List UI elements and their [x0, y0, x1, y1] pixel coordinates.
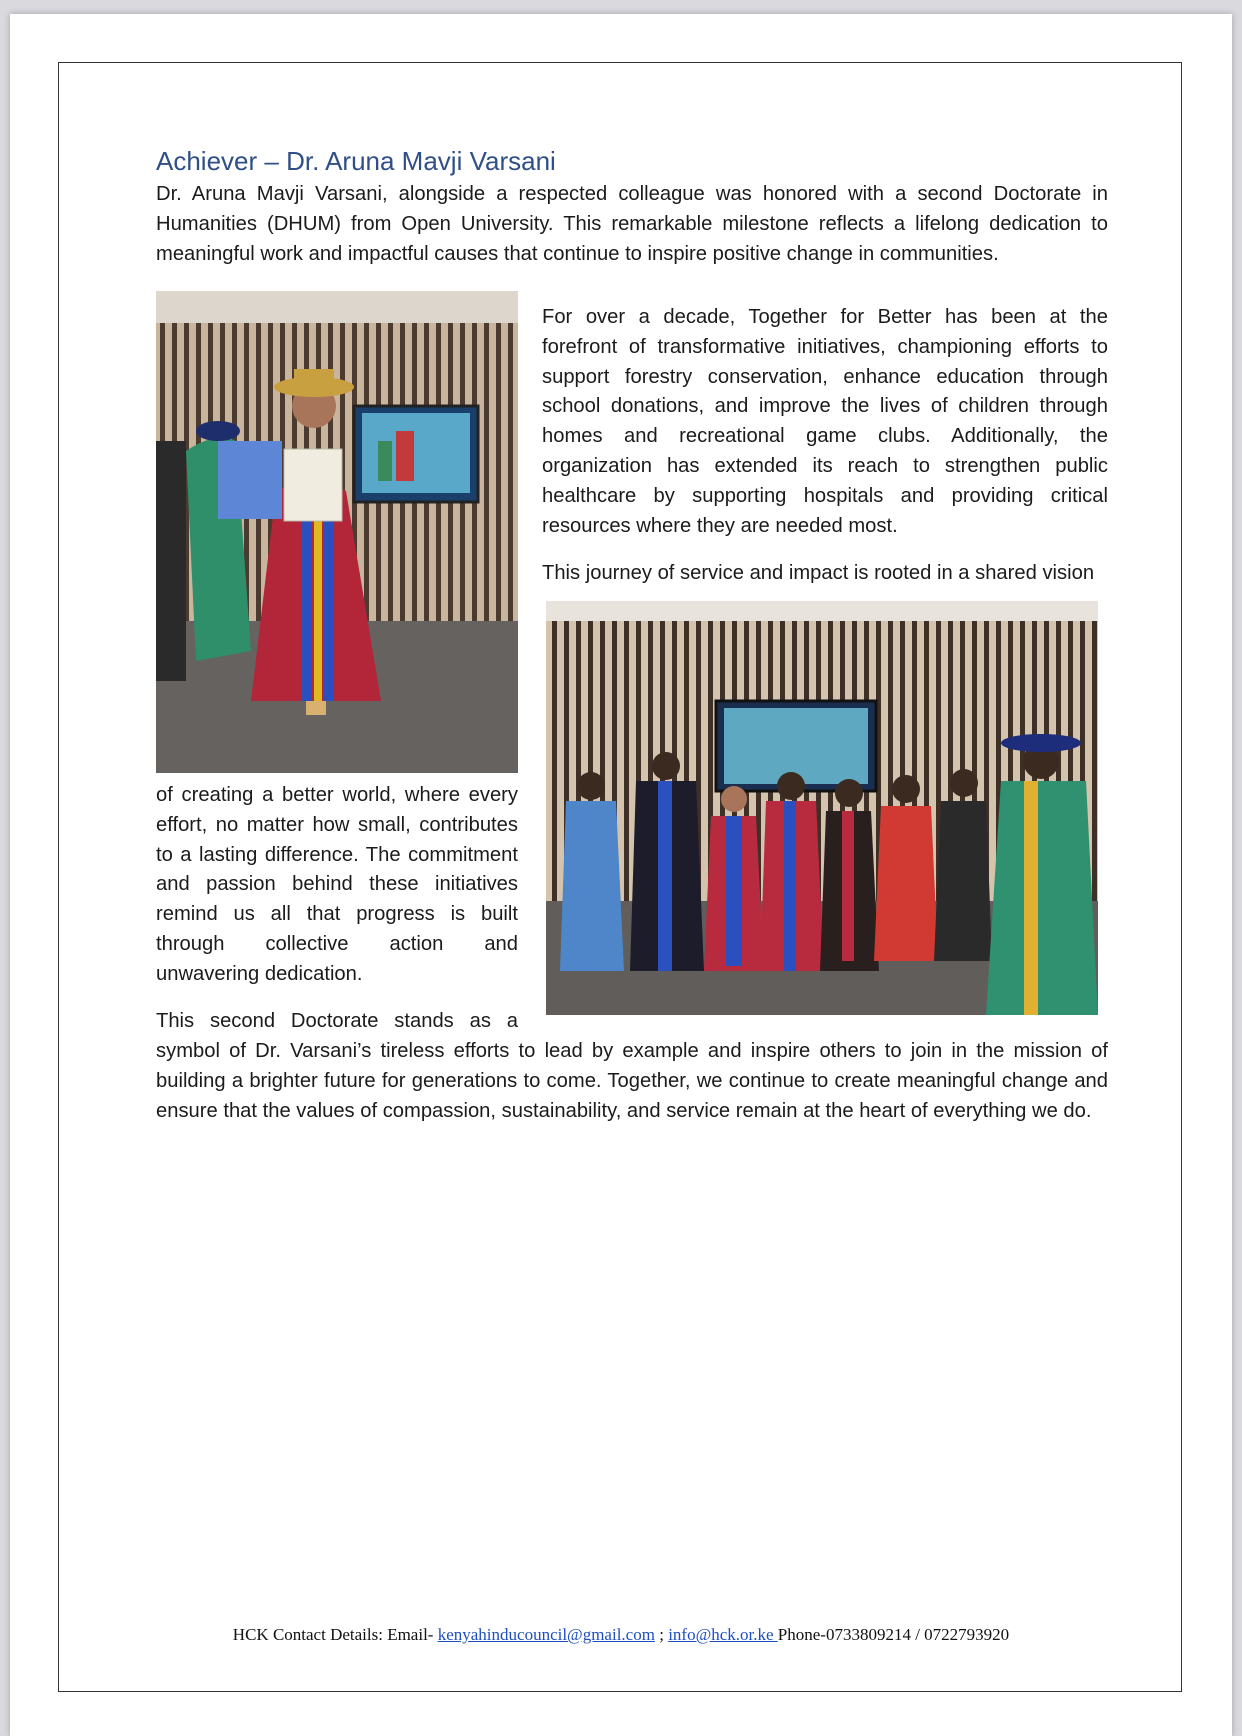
- footer-separator: ;: [654, 1625, 669, 1644]
- email-link-hck-info[interactable]: info@hck.or.ke: [668, 1625, 778, 1644]
- footer-phone: Phone-0733809214 / 0722793920: [777, 1625, 1010, 1644]
- document-page: [10, 14, 1232, 1736]
- group-graduates-photo: [546, 601, 1098, 1015]
- para-vision-continued: of creating a better world, where every effort, no matter how small, contributes to a lasting difference. The commitment and passion behind these initiatives remind us all that progress is built through collective action and unwavering dedication.: [156, 784, 518, 985]
- contact-footer: [10, 1625, 1232, 1645]
- para-vision-start: This journey of service and impact is rooted in a shared vision: [542, 562, 1095, 584]
- graduate-portrait-photo: [156, 291, 518, 773]
- footer-prefix: HCK Contact Details: Email-: [232, 1625, 438, 1644]
- email-link-hck-gmail[interactable]: kenyahinducouncil@gmail.com: [437, 1625, 655, 1644]
- article-title: Achiever – Dr. Aruna Mavji Varsani: [156, 146, 556, 176]
- intro-paragraph: Dr. Aruna Mavji Varsani, alongside a respected colleague was honored with a second Doctorate in Humanities (DHUM) from Open University. This remarkable milestone reflects a lifelong dedication to meaningful work and impactful causes that continue to inspire positive change in communities.: [156, 183, 1108, 265]
- para-doctorate-continued: symbol of Dr. Varsani’s tireless efforts to lead by example and inspire others to join in the mission of building a brighter future for generations to come. Together, we continue to create meaningful change and ensure that the values of compassion, sustainability, and service remain at the heart of everything we do.: [156, 1040, 1108, 1122]
- para-doctorate-start: This second Doctorate stands as a: [156, 1010, 518, 1032]
- para-initiatives: For over a decade, Together for Better has been at the forefront of transformative initiatives, championing efforts to support forestry conservation, enhance education through school donations, and improve the lives of children through homes and recreational game clubs. Additionally, the organization has extended its reach to strengthen public healthcare by supporting hospitals and providing critical resources where they are needed most.: [542, 306, 1108, 537]
